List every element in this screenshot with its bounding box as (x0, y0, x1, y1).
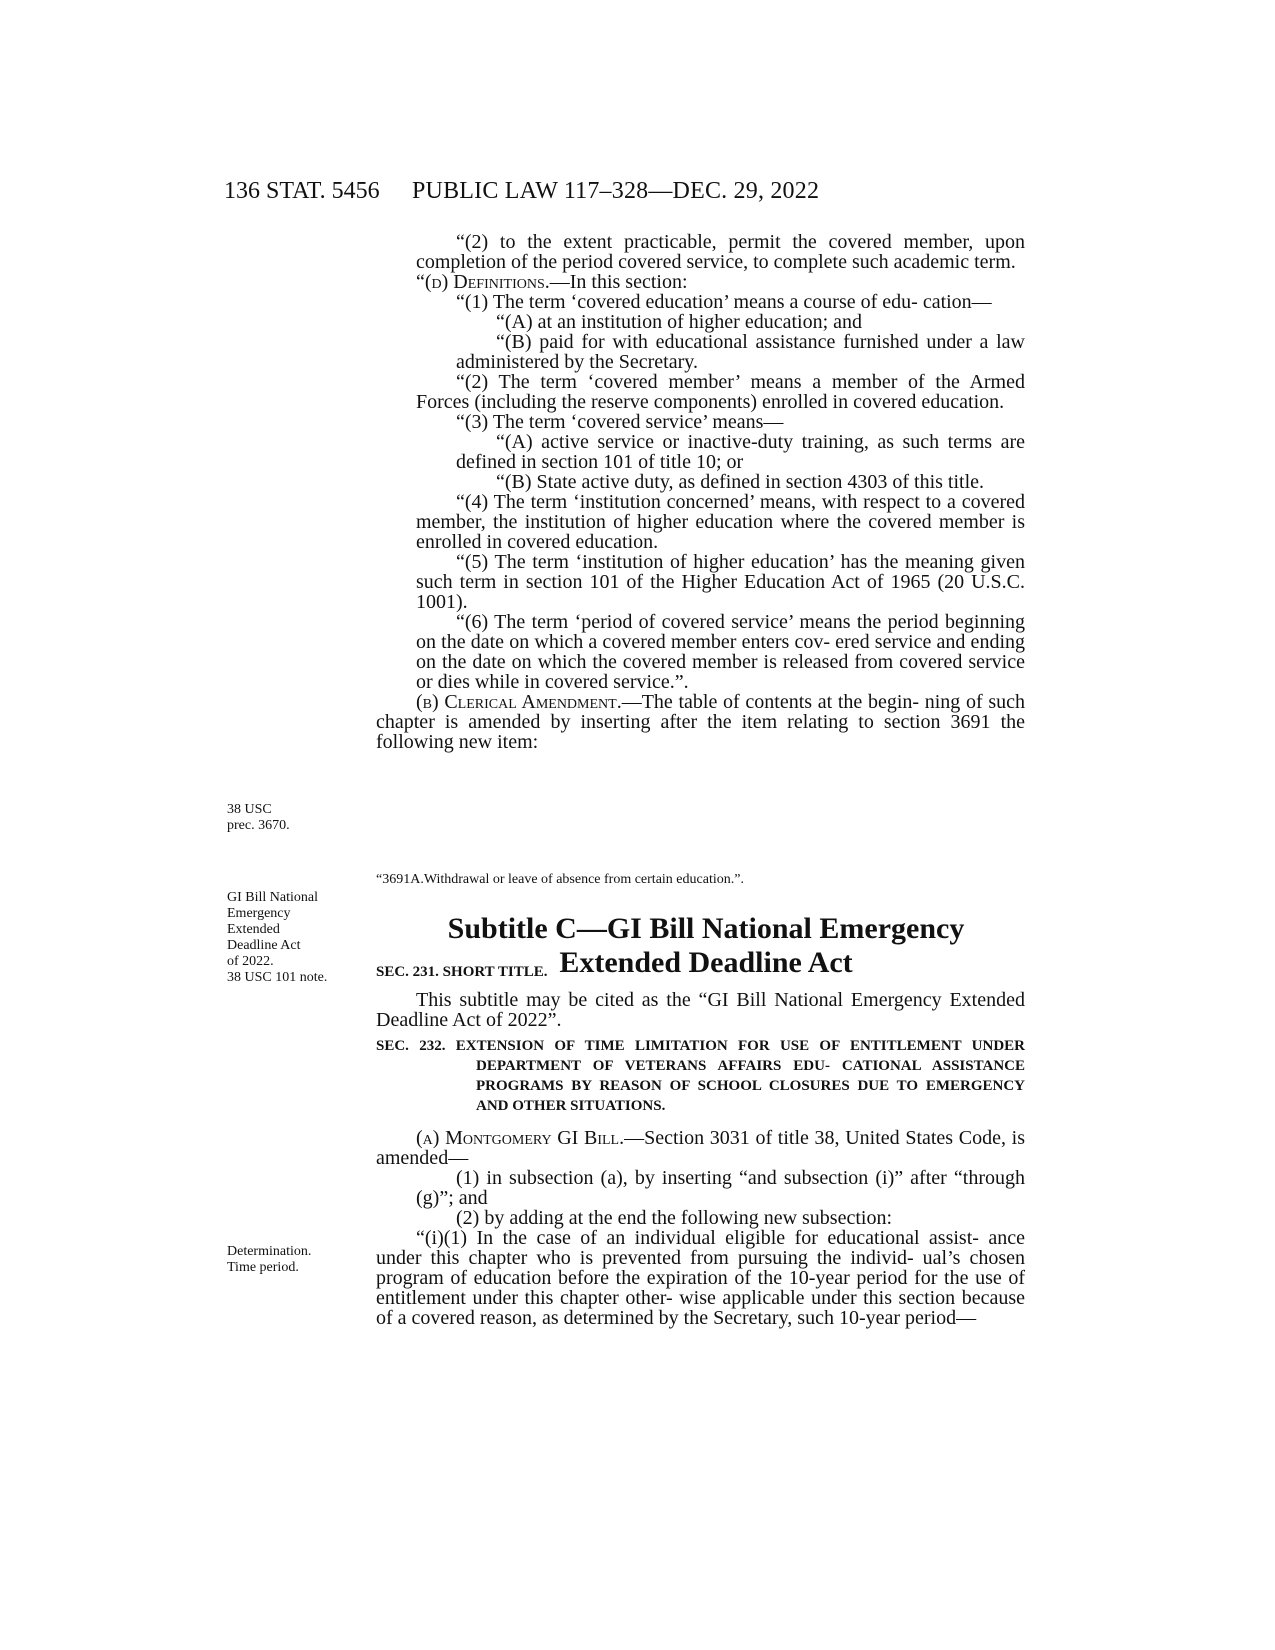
margin-note-line: Time period. (227, 1260, 299, 1275)
paragraph: “(A) active service or inactive-duty training, as such terms are defined in section 101 of title 10; or (456, 431, 1025, 473)
paragraph: “(2) The term ‘covered member’ means a member of the Armed Forces (including the reserve components) enrolled in covered education. (416, 371, 1025, 413)
paragraph: “(i)(1) In the case of an individual eligible for educational assist- ance under this chapter who is prevented from pursuing the individ- ual’s chosen program of education before the expiration of the 10-year period for the use of entitlement under this chapter other- wise applicable under this section because of a covered reason, as determined by the Secretary, such 10-year period— (376, 1227, 1025, 1329)
margin-note-line: GI Bill National (227, 890, 318, 905)
subsection-label: (a) Montgomery GI Bill. (416, 1127, 625, 1149)
margin-note-line: 38 USC (227, 802, 272, 817)
subsection-label: (b) Clerical Amendment. (416, 691, 622, 713)
section-number: SEC. 232. (376, 1038, 456, 1054)
paragraph: “(2) to the extent practicable, permit the covered member, upon completion of the period covered service, to complete such academic term. (416, 231, 1025, 273)
toc-item: “3691A.Withdrawal or leave of absence from certain education.”. (376, 872, 744, 887)
margin-note-line: 38 USC 101 note. (227, 970, 328, 985)
paragraph: (2) by adding at the end the following new subsection: (456, 1207, 893, 1229)
margin-note-line: Extended (227, 922, 280, 937)
margin-note-line: Deadline Act (227, 938, 301, 953)
paragraph (376, 692, 1025, 752)
paragraph: “(A) at an institution of higher education; and (496, 311, 863, 333)
paragraph: This subtitle may be cited as the “GI Bill National Emergency Extended Deadline Act of 2022”. (376, 989, 1025, 1031)
paragraph: “(4) The term ‘institution concerned’ means, with respect to a covered member, the institution of higher education where the covered member is enrolled in covered education. (416, 491, 1025, 553)
subtitle-line: Extended Deadline Act (559, 946, 853, 979)
margin-note-usc-3670 (227, 802, 290, 834)
subsection-text: —Section 3031 of title 38, United States Code, is amended— (376, 1127, 1025, 1169)
margin-note-determination (227, 1244, 311, 1276)
section-231 (376, 962, 1025, 1030)
paragraph: (1) in subsection (a), by inserting “and subsection (i)” after “through (g)”; and (416, 1167, 1025, 1209)
section-heading-text: EXTENSION OF TIME LIMITATION FOR USE OF ENTITLEMENT UNDER DEPARTMENT OF VETERANS AFFAIRS EDU- CATIONAL ASSISTANCE PROGRAMS BY REASON OF SCHOOL CLOSURES DUE TO EMERGENCY AND OTHER SITUATIONS. (455, 1038, 1026, 1114)
margin-note-line: Emergency (227, 906, 291, 921)
page-reference: 136 STAT. 5456 (224, 178, 380, 204)
margin-note-short-title (227, 890, 327, 986)
section-text-top (376, 232, 1025, 752)
section-heading (376, 1036, 1025, 1116)
paragraph: “(1) The term ‘covered education’ means a course of edu- cation— (456, 291, 992, 313)
paragraph (376, 1128, 1025, 1168)
margin-note-line: Determination. (227, 1244, 312, 1259)
paragraph: “(6) The term ‘period of covered service’ means the period beginning on the date on which a covered member enters cov- ered service and ending on the date on which the covered member is released from covered service or dies while in covered service.”. (416, 611, 1025, 693)
section-heading: SEC. 231. SHORT TITLE. (376, 964, 548, 980)
section-232 (376, 1036, 1025, 1328)
paragraph: “(5) The term ‘institution of higher education’ has the meaning given such term in section 101 of the Higher Education Act of 1965 (20 U.S.C. 1001). (416, 551, 1025, 613)
paragraph (376, 272, 1025, 292)
subsection-label: “(d) Definitions. (416, 271, 550, 293)
paragraph: “(B) paid for with educational assistance furnished under a law administered by the Secretary. (456, 331, 1025, 373)
margin-note-line: of 2022. (227, 954, 274, 969)
margin-note-line: prec. 3670. (227, 818, 290, 833)
running-header: PUBLIC LAW 117–328—DEC. 29, 2022 (412, 178, 820, 204)
paragraph: “(3) The term ‘covered service’ means— (456, 411, 784, 433)
paragraph: “(B) State active duty, as defined in section 4303 of this title. (496, 471, 985, 493)
subtitle-line: Subtitle C—GI Bill National Emergency (447, 912, 965, 945)
subsection-text: —In this section: (549, 271, 688, 293)
subsection-text: —The table of contents at the begin- ning of such chapter is amended by inserting after the item relating to section 3691 the following new item: (376, 691, 1025, 753)
